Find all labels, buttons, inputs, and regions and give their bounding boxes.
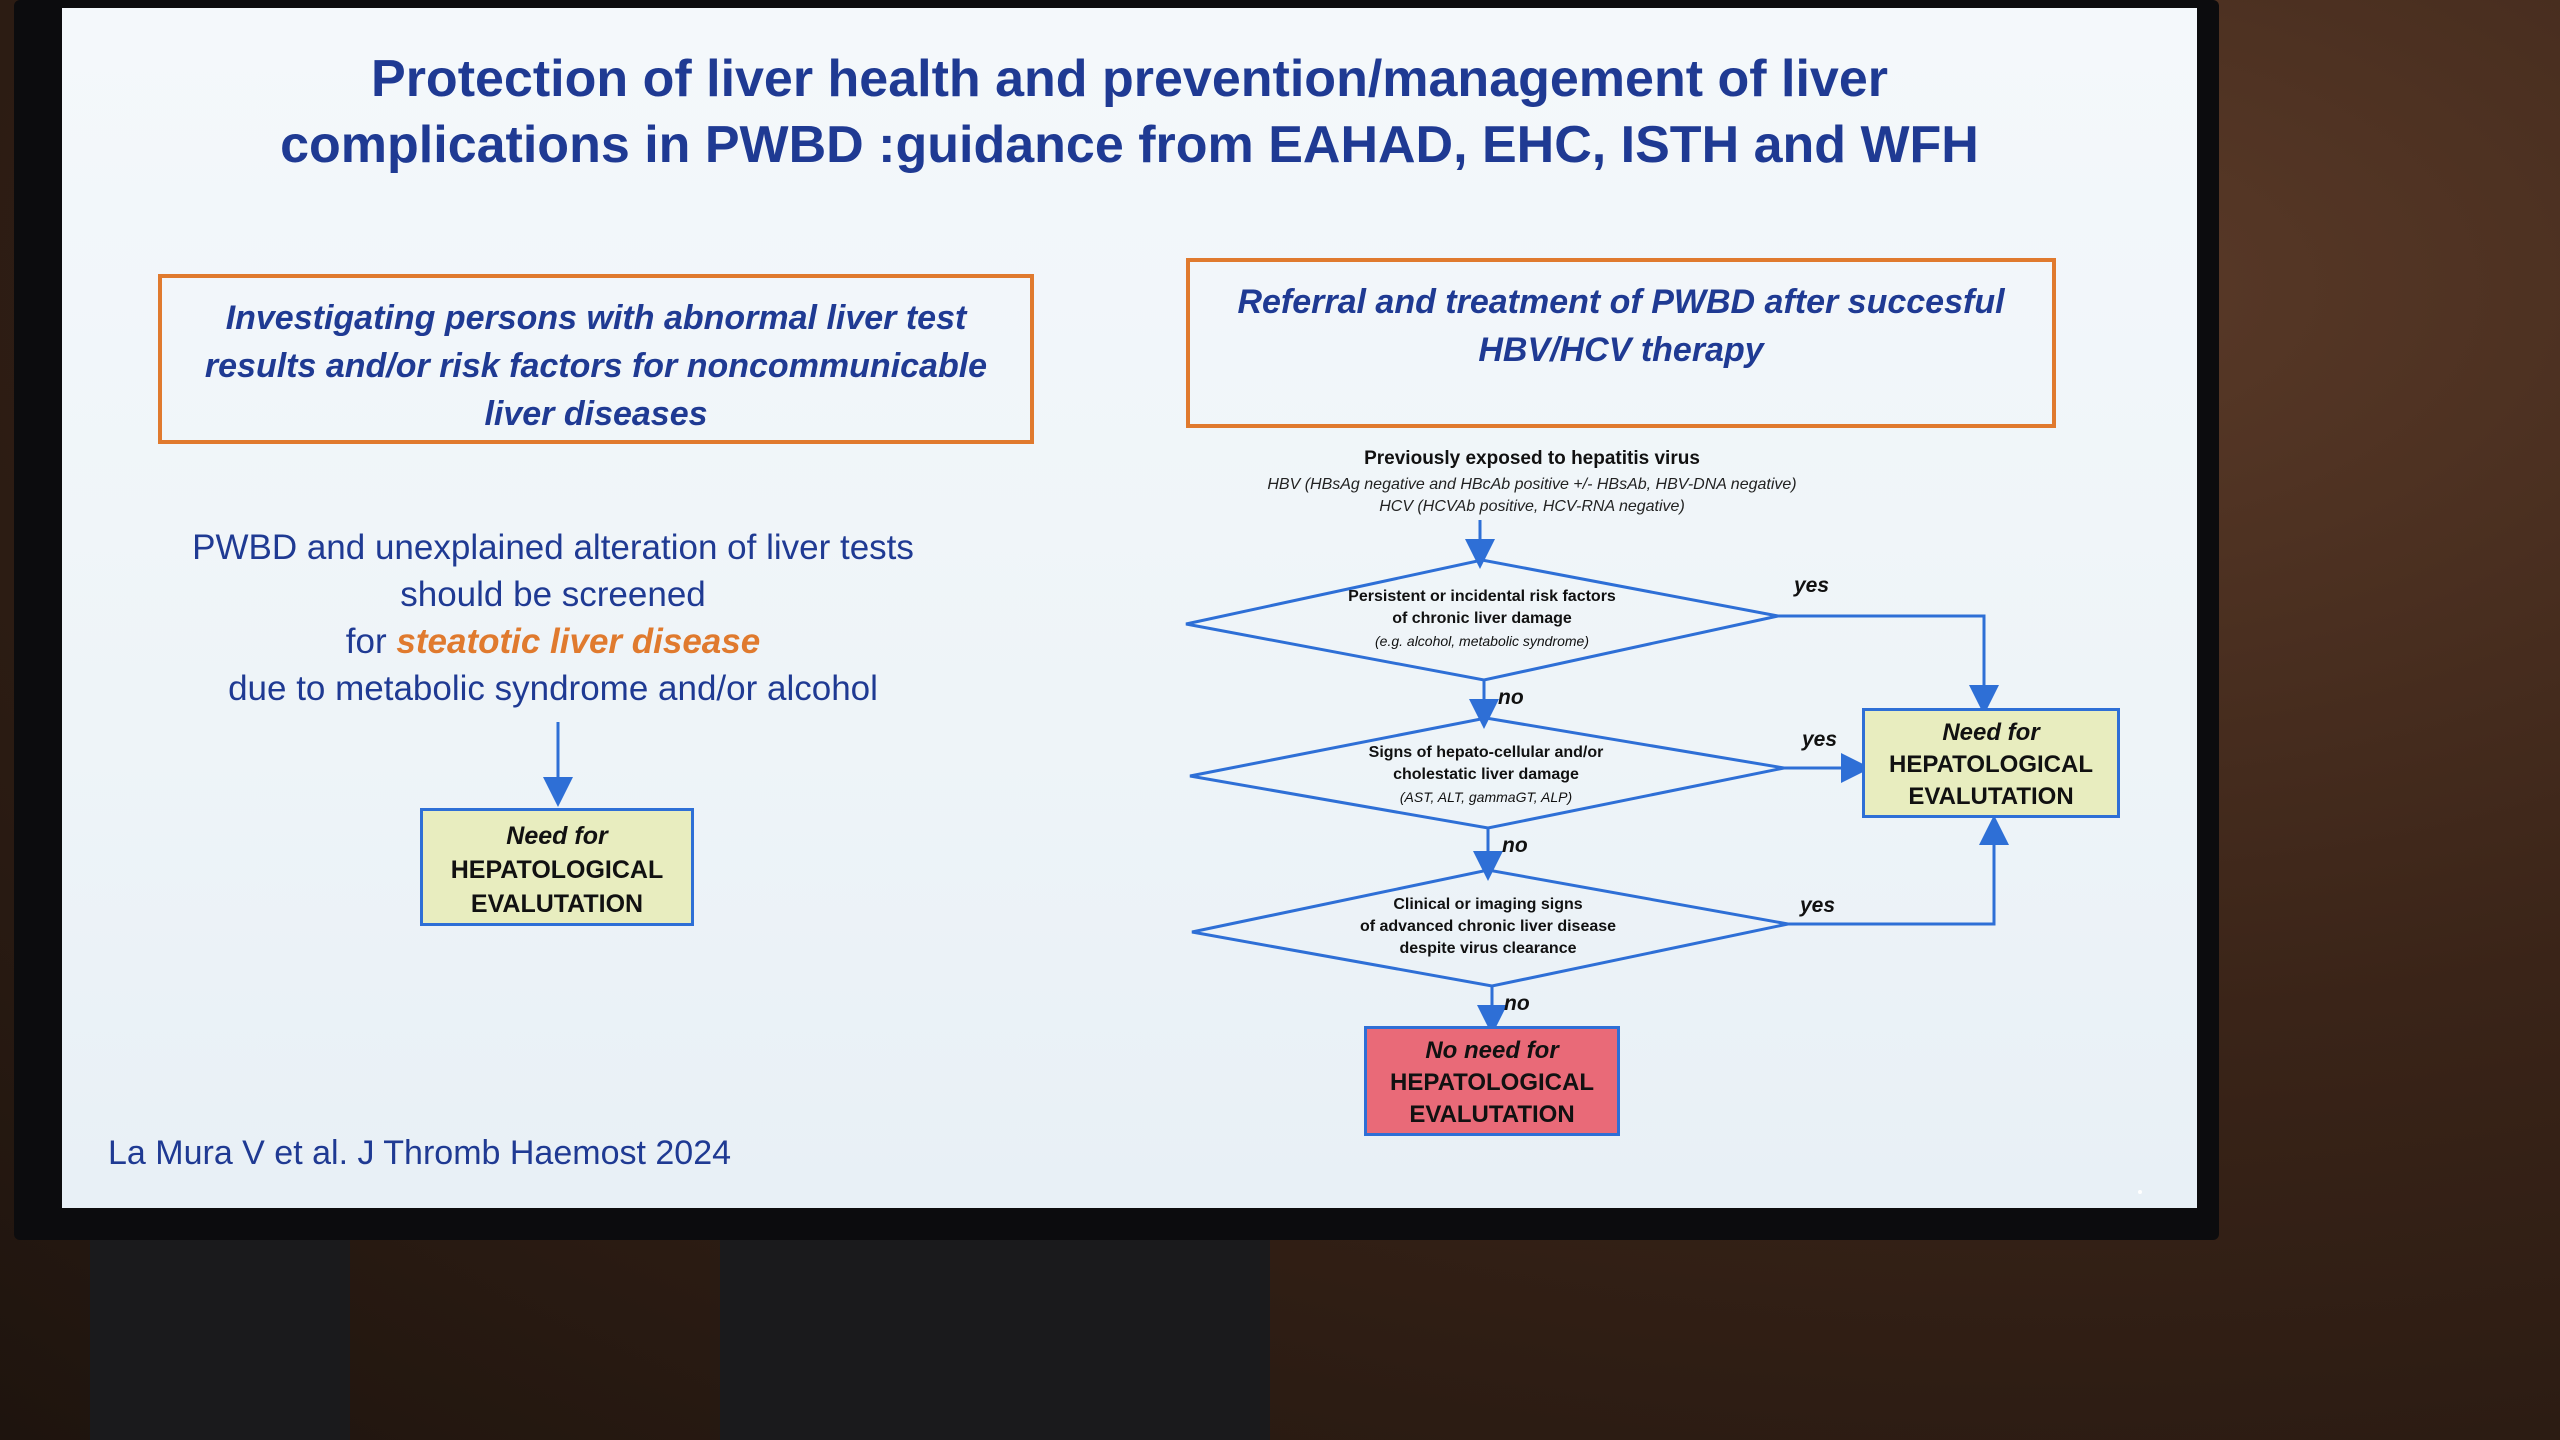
steatotic-liver-disease-text: steatotic liver disease [396,622,761,661]
d2-line-3: (AST, ALT, gammaGT, ALP) [1399,789,1573,805]
yes-label-2: yes [1802,728,1838,751]
need-right-line-2: HEPATOLOGICAL [1889,751,2093,778]
flow-start-hcv: HCV (HCVAb positive, HCV-RNA negative) [1379,498,1685,515]
decision-2-text [1286,742,1686,808]
stand-leg-center [720,1210,1270,1440]
left-header-line-1: Investigating persons with abnormal liver test [225,299,967,337]
need-left-line-2: HEPATOLOGICAL [450,856,664,884]
d2-line-1: Signs of hepato-cellular and/or [1368,744,1604,761]
d2-line-2: cholestatic liver damage [1393,766,1579,783]
monitor-frame [14,0,2219,1240]
left-body-line-4: due to metabolic syndrome and/or alcohol [228,669,878,708]
flow-start-title: Previously exposed to hepatitis virus [1364,448,1700,469]
no-label-1: no [1498,686,1524,709]
no-label-2: no [1502,834,1528,857]
left-body-line-2: should be screened [400,575,706,614]
left-header-line-3: liver diseases [484,395,708,433]
slide-title-line-2: complications in PWBD :guidance from EAHAD, EHC, ISTH and WFH [280,116,1979,174]
need-right-line-3: EVALUTATION [1908,783,2074,810]
flowchart-lines [62,8,2197,1208]
d1-line-3: (e.g. alcohol, metabolic syndrome) [1375,633,1589,649]
d1-yes-arrow [1778,616,1984,700]
no-need-line-1: No need for [1425,1037,1559,1064]
left-body-line-3-prefix: for [345,622,387,661]
left-header-line-2: results and/or risk factors for noncommunicable [204,347,988,385]
need-left-line-3: EVALUTATION [470,890,644,918]
yes-label-3: yes [1800,894,1836,917]
yes-label-1: yes [1794,574,1830,597]
monitor-power-led [2138,1190,2142,1194]
decision-3-text [1288,894,1688,960]
decision-1-text [1282,586,1682,652]
stand-leg-left [90,1210,350,1440]
slide-title-line-1: Protection of liver health and prevention/management of liver [371,50,1888,108]
left-body-line-1: PWBD and unexplained alteration of liver tests [192,528,914,567]
d1-line-1: Persistent or incidental risk factors [1348,588,1616,605]
no-need-line-3: EVALUTATION [1409,1101,1575,1128]
need-hepatological-evaluation-left [420,808,694,926]
need-right-line-1: Need for [1942,719,2040,746]
d3-line-3: despite virus clearance [1399,940,1577,957]
citation-text: La Mura V et al. J Thromb Haemost 2024 [108,1134,732,1172]
slide-screen [62,8,2197,1208]
right-header-line-2: HBV/HCV therapy [1478,331,1764,369]
no-need-line-2: HEPATOLOGICAL [1390,1069,1594,1096]
need-hepatological-evaluation-right [1862,708,2120,818]
d3-line-2: of advanced chronic liver disease [1359,918,1617,935]
d3-line-1: Clinical or imaging signs [1393,896,1583,913]
flow-start-hbv: HBV (HBsAg negative and HBcAb positive +/- HBsAb, HBV-DNA negative) [1267,476,1797,493]
need-left-line-1: Need for [506,822,608,850]
right-header-line-1: Referral and treatment of PWBD after succesful [1237,283,2005,321]
no-need-hepatological-evaluation [1364,1026,1620,1136]
d1-line-2: of chronic liver damage [1392,610,1572,627]
no-label-3: no [1504,992,1530,1015]
